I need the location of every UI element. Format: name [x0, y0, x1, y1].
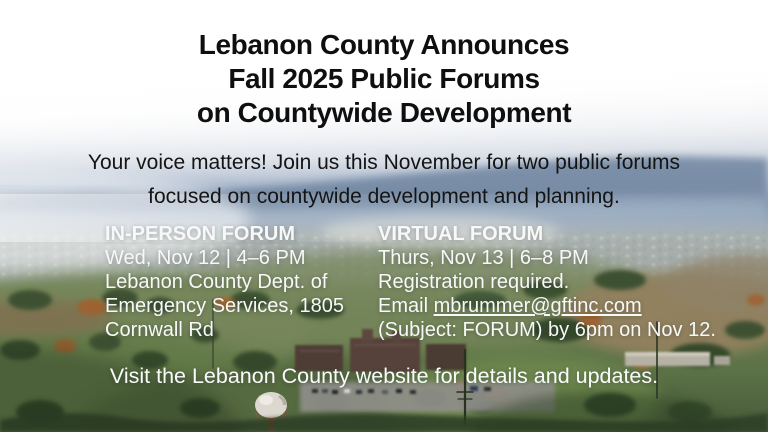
email-prefix: Email: [378, 295, 434, 317]
in-person-forum-block: [105, 222, 344, 342]
in-person-forum-location-2: Emergency Services, 1805: [105, 295, 345, 317]
virtual-forum-datetime: Thurs, Nov 13 | 6–8 PM: [378, 247, 589, 269]
title-line-1: Lebanon County Announces: [198, 29, 570, 60]
title-line-2: Fall 2025 Public Forums: [228, 63, 540, 94]
virtual-forum-subject-line: (Subject: FORUM) by 6pm on Nov 12.: [378, 319, 716, 341]
in-person-forum-location-3: Cornwall Rd: [105, 319, 214, 341]
virtual-forum-block: [378, 222, 716, 342]
in-person-forum-datetime: Wed, Nov 12 | 4–6 PM: [105, 247, 306, 269]
virtual-forum-heading: VIRTUAL FORUM: [378, 223, 544, 245]
flyer-title: [0, 28, 768, 130]
flyer-subtitle: [0, 146, 768, 214]
virtual-forum-registration: Registration required.: [378, 271, 570, 293]
subtitle-line-1: Your voice matters! Join us this November for two public forums: [87, 151, 681, 174]
subtitle-line-2: focused on countywide development and planning.: [148, 185, 620, 208]
title-line-3: on Countywide Development: [196, 97, 572, 128]
in-person-forum-location-1: Lebanon County Dept. of: [105, 271, 328, 293]
footer-note: Visit the Lebanon County website for details and updates.: [109, 364, 659, 388]
email-link[interactable]: mbrummer@gftinc.com: [433, 295, 642, 317]
in-person-forum-heading: IN-PERSON FORUM: [105, 223, 295, 245]
virtual-forum-email-line: [378, 294, 716, 318]
